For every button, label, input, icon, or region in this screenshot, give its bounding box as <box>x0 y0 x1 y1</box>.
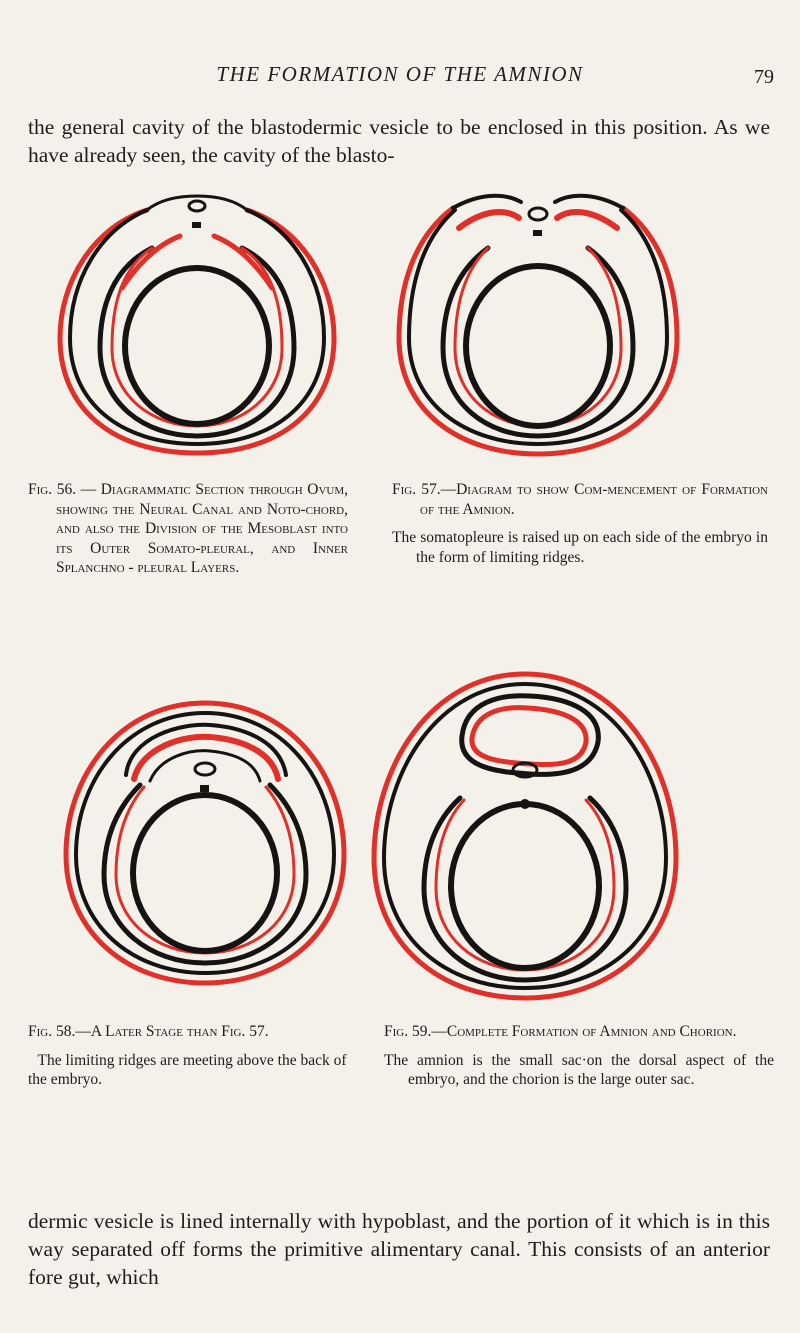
figure-58-caption <box>28 1022 356 1090</box>
body-paragraph-top: the general cavity of the blastodermic vesicle to be enclosed in this position. As we have already seen, the cavity of the blasto- <box>28 115 770 167</box>
page-header <box>0 62 800 92</box>
figure-56-title: Fig. 56. — Diagrammatic Section through Ovum, showing the Neural Canal and Noto-chord, and also the Division of the Mesoblast into its Outer Somato-pleural, and Inner Splanchno - pleural Layers. <box>28 481 348 576</box>
figure-59-title: Fig. 59.—Complete Formation of Amnion and Chorion. <box>384 1023 737 1040</box>
figure-58-description: The limiting ridges are meeting above the back of the embryo. <box>28 1051 347 1088</box>
page-number: 79 <box>754 66 774 88</box>
body-paragraph-bottom: dermic vesicle is lined internally with hypoblast, and the portion of it which is in this way separated off forms the primitive alimentary canal. This consists of an anterior fore gut, which <box>28 1209 770 1289</box>
figure-57-description: The somatopleure is raised up on each side of the embryo in the form of limiting ridges. <box>392 529 768 566</box>
running-title: THE FORMATION OF THE AMNION <box>216 62 584 86</box>
figure-56-diagram <box>52 188 342 464</box>
figure-59-description: The amnion is the small sac·on the dorsal aspect of the embryo, and the chorion is the large outer sac. <box>384 1051 774 1088</box>
figure-57-caption <box>392 480 768 567</box>
figure-57-title: Fig. 57.—Diagram to show Com-mencement of Formation of the Amnion. <box>392 481 768 518</box>
figure-59-caption <box>384 1022 774 1090</box>
figure-59-diagram <box>370 668 680 1006</box>
figure-56-caption <box>28 480 348 578</box>
figure-58-title: Fig. 58.—A Later Stage than Fig. 57. <box>28 1023 269 1040</box>
figure-57-diagram <box>393 188 683 464</box>
figure-58-diagram <box>60 695 350 991</box>
